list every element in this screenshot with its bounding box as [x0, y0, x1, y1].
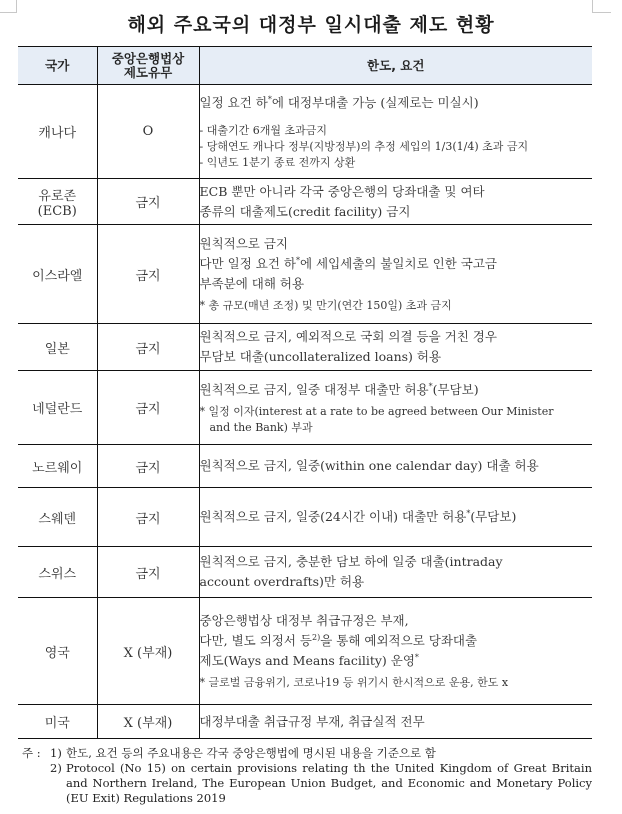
- table-row-israel: [18, 225, 592, 324]
- detail-line: 원칙적으로 금지, 예외적으로 국회 의결 등을 거친 경우: [199, 329, 497, 344]
- loan-system-table: [18, 46, 592, 739]
- footnote-number: 2): [50, 761, 62, 775]
- bullet-item: - 대출기간 6개월 초과금지: [199, 123, 327, 137]
- detail-cell: [199, 488, 592, 547]
- header-country: 국가: [18, 47, 97, 85]
- header-system-exists: [97, 47, 199, 85]
- status-cell: 금지: [97, 179, 199, 225]
- status-cell: 금지: [97, 371, 199, 445]
- footnote-line: * 일정 이자(interest at a rate to be agreed between Our Minister: [199, 404, 554, 418]
- table-row-norway: [18, 445, 592, 488]
- table-row-switzerland: [18, 547, 592, 598]
- detail-cell: [199, 705, 592, 739]
- bullet-item: - 당해연도 캐나다 정부(지방정부)의 추정 세입의 1/3(1/4) 초과 금지: [199, 139, 529, 153]
- footnotes: [22, 746, 592, 806]
- table-row-uk: [18, 598, 592, 705]
- footnote-prefix: 주 :: [22, 746, 41, 760]
- country-cell: 스웨덴: [18, 488, 97, 547]
- status-cell: X (부재): [97, 598, 199, 705]
- document-title: 해외 주요국의 대정부 일시대출 제도 현황: [127, 14, 495, 36]
- detail-line: 종류의 대출제도(credit facility) 금지: [199, 203, 411, 219]
- status-cell: 금지: [97, 547, 199, 598]
- table-row-eurozone: [18, 179, 592, 225]
- detail-line: 원칙적으로 금지: [199, 236, 288, 251]
- footnote-line: * 글로벌 금융위기, 코로나19 등 위기시 한시적으로 운용, 한도 x: [199, 676, 509, 689]
- detail-line: 일정 요건 하*에 대정부대출 가능 (실제로는 미실시): [199, 94, 479, 110]
- country-cell: 영국: [18, 598, 97, 705]
- detail-cell: [199, 598, 592, 705]
- country-cell: 미국: [18, 705, 97, 739]
- country-cell: 유로존 (ECB): [18, 179, 97, 225]
- table-row-japan: [18, 324, 592, 371]
- footnote-2: [22, 761, 592, 806]
- detail-line: 대정부대출 취급규정 부재, 취급실적 전무: [199, 713, 425, 729]
- country-cell: 일본: [18, 324, 97, 371]
- detail-line: account overdrafts)만 허용: [199, 574, 365, 589]
- detail-cell: [199, 225, 592, 324]
- detail-cell: [199, 547, 592, 598]
- detail-line: 부족분에 대해 허용: [199, 276, 305, 291]
- status-cell: 금지: [97, 488, 199, 547]
- header-limits-conditions: 한도, 요건: [199, 47, 592, 85]
- table-header-row: [18, 47, 592, 85]
- detail-line: 원칙적으로 금지, 일중(within one calendar day) 대출 허용: [199, 458, 539, 473]
- detail-cell: [199, 371, 592, 445]
- footnote-line: * 총 규모(매년 조정) 및 만기(연간 150일) 초과 금지: [199, 299, 452, 312]
- detail-cell: [199, 179, 592, 225]
- bullet-item: - 익년도 1분기 종료 전까지 상환: [199, 155, 356, 169]
- status-cell: 금지: [97, 445, 199, 488]
- footnote-line: and the Bank) 부과: [209, 420, 313, 434]
- detail-line: 원칙적으로 금지, 충분한 담보 하에 일중 대출(intraday: [199, 554, 503, 569]
- table-row-usa: [18, 705, 592, 739]
- detail-line: 제도(Ways and Means facility) 운영*: [199, 652, 419, 668]
- detail-cell: [199, 445, 592, 488]
- country-cell: 노르웨이: [18, 445, 97, 488]
- footnote-1: [22, 746, 592, 761]
- table-row-sweden: [18, 488, 592, 547]
- table-row-canada: [18, 85, 592, 179]
- footnote-text: 한도, 요건 등의 주요내용은 각국 중앙은행법에 명시된 내용을 기준으로 함: [66, 746, 436, 760]
- header-line: 제도유무: [123, 64, 173, 80]
- detail-cell: [199, 324, 592, 371]
- detail-line: 다만 일정 요건 하*에 세입세출의 불일치로 인한 국고금: [199, 255, 497, 271]
- status-cell: 금지: [97, 225, 199, 324]
- detail-line: 무담보 대출(uncollateralized loans) 허용: [199, 349, 442, 364]
- country-cell: 캐나다: [18, 85, 97, 179]
- footnote-text: Protocol (No 15) on certain provisions relating th the United Kingdom of Great Britain and Northern Ireland, The European Union Budget, and Economic and Monetary Policy (EU Exit) Regulations 2019: [66, 761, 592, 805]
- country-cell: 이스라엘: [18, 225, 97, 324]
- footnote-number: 1): [50, 746, 62, 760]
- table-row-netherlands: [18, 371, 592, 445]
- detail-cell: [199, 85, 592, 179]
- status-cell: 금지: [97, 324, 199, 371]
- country-cell: 네덜란드: [18, 371, 97, 445]
- status-cell: O: [97, 85, 199, 179]
- detail-line: ECB 뿐만 아니라 각국 중앙은행의 당좌대출 및 여타: [199, 183, 485, 199]
- detail-line: 원칙적으로 금지, 일중(24시간 이내) 대출만 허용*(무담보): [199, 508, 517, 524]
- header-line: 중앙은행법상: [111, 50, 185, 66]
- detail-line: 중앙은행법상 대정부 취급규정은 부재,: [199, 613, 409, 628]
- country-cell: 스위스: [18, 547, 97, 598]
- detail-line: 다만, 별도 의정서 등$^{2)}$을 통해 예외적으로 당좌대출: [199, 632, 478, 648]
- detail-line: 원칙적으로 금지, 일중 대정부 대출만 허용*(무담보): [199, 381, 479, 397]
- status-cell: X (부재): [97, 705, 199, 739]
